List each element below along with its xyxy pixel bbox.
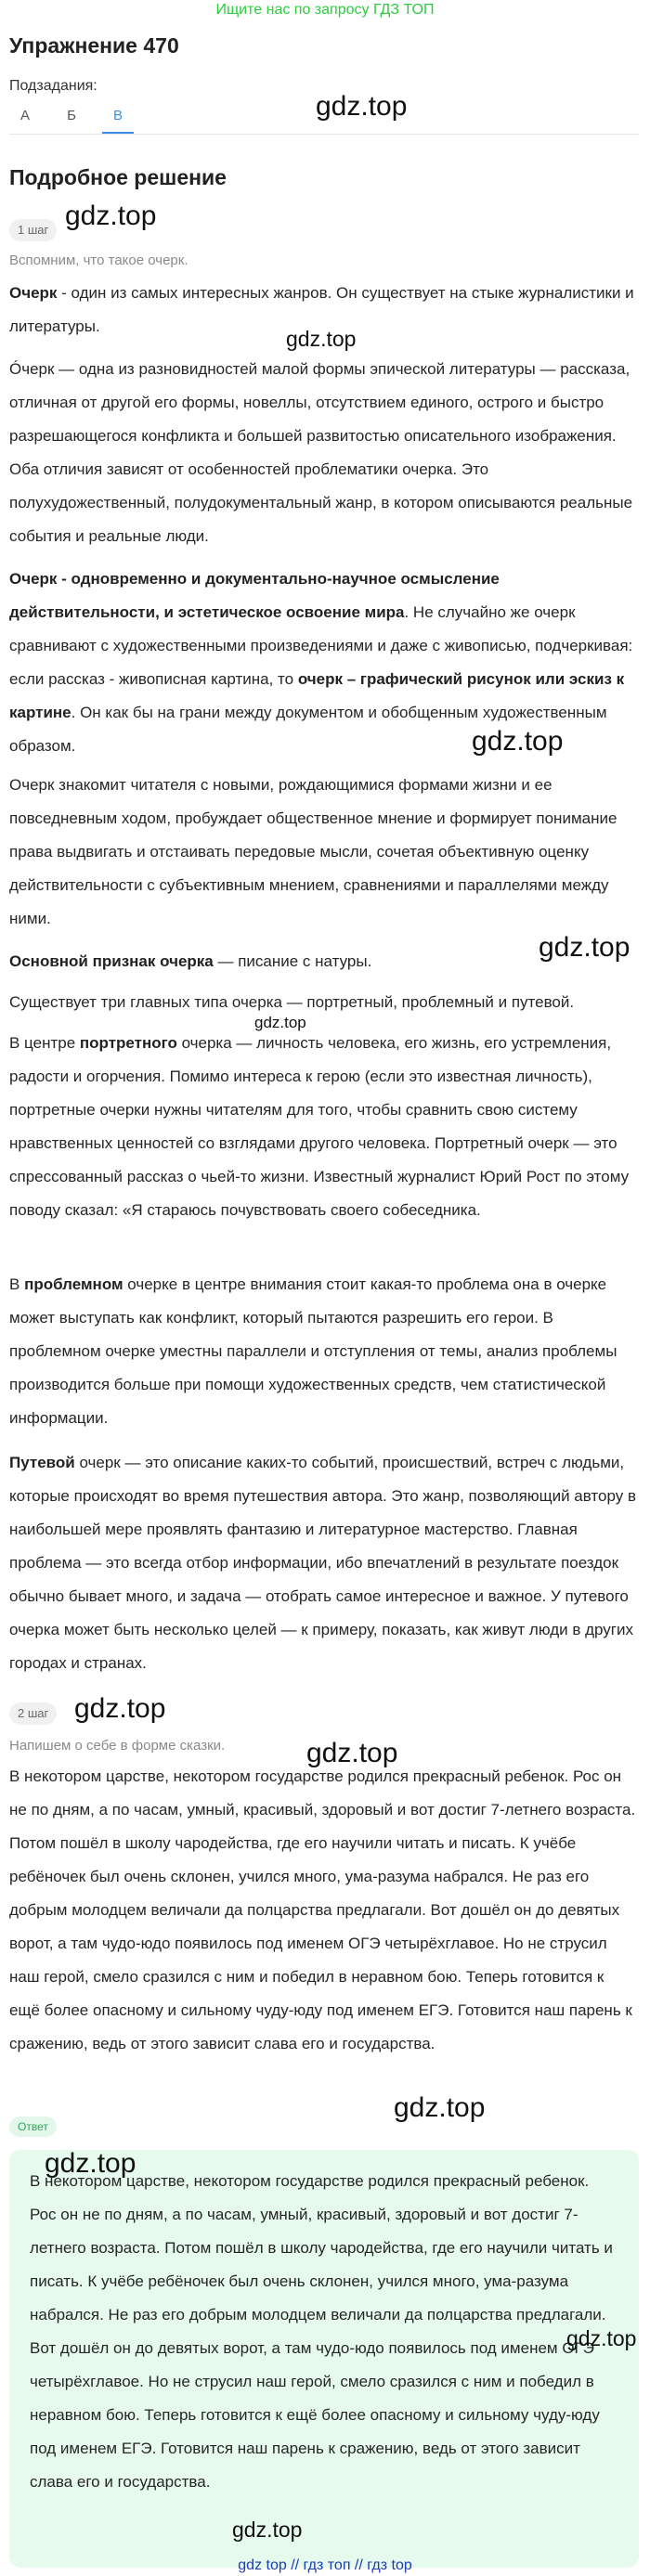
answer-badge: Ответ: [9, 2116, 57, 2137]
step-1-paragraph-9: [9, 1446, 636, 1680]
comparison-bold: очерк – графический рисунок или эскиз к картине: [9, 670, 625, 721]
portrait-bold: портретного: [79, 1034, 177, 1052]
watermark: gdz.top: [286, 327, 357, 351]
problem-bold: проблемном: [24, 1275, 124, 1293]
subtasks-label: Подзадания:: [9, 78, 98, 94]
paragraph-text: . Не случайно же очерк сравнивают с художественными произведениями и даже с живописью, подчеркивая: если рассказ - живописная картина, то: [9, 603, 633, 688]
promo-banner: Ищите нас по запросу ГДЗ ТОП: [215, 2, 435, 18]
step-2-hint: Напишем о себе в форме сказки.: [9, 1738, 226, 1754]
paragraph-text: - один из самых интересных жанров. Он существует на стыке журналистики и литературы.: [9, 284, 634, 335]
step-1-paragraph-2: Óчерк — одна из разновидностей малой формы эпической литературы — рассказа, отличная от другой его формы, новеллы, отсутствием единого, острого и быстро разрешающегося конфликта и большей развитостью описательного изображения. Оба отличия зависят от особенностей проблематики очерка. Это полухудожественный, полудокументальный жанр, в котором описываются реальные события и реальные люди.: [9, 360, 633, 545]
watermark: gdz.top: [539, 932, 630, 963]
step-2-badge: 2 шаг: [9, 1702, 57, 1725]
tab-b[interactable]: Б: [67, 108, 76, 123]
answer-box: [9, 2150, 639, 2568]
paragraph-text: очерк — это описание каких-то событий, происшествий, встреч с людьми, которые происходят во время путешествия автора. Это жанр, позволяющий автору в наибольшей мере проявлять фантазию и литературное мастерство. Главная проблема — это всегда отбор информации, ибо впечатлений в результате поездок обычно бывает много, и задача — отобрать самое интересное и важное. У путевого очерка может быть несколько целей — к примеру, показать, как живут люди в других городах и странах.: [9, 1454, 636, 1672]
paragraph-text: — писание с натуры.: [213, 952, 372, 970]
term-ocherk: Очерк: [9, 284, 58, 302]
step-1-paragraph-7: [9, 1027, 636, 1227]
step-1-paragraph-6: Существует три главных типа очерка — портретный, проблемный и путевой.: [9, 993, 575, 1011]
paragraph-text: В: [9, 1275, 25, 1293]
step-1-hint: Вспомним, что такое очерк.: [9, 252, 188, 268]
watermark: gdz.top: [306, 1738, 398, 1768]
paragraph-text: очерке в центре внимания стоит какая-то проблема она в очерке может выступать как конфликт, который пытаются разрешить его герои. В проблемном очерке уместны параллели и отступления от темы, анализ проблемы производится больше при помощи художественных средств, чем статистической информации.: [9, 1275, 618, 1427]
watermark: gdz.top: [566, 2326, 637, 2350]
watermark: gdz.top: [232, 2518, 303, 2542]
solution-heading: Подробное решение: [9, 165, 227, 189]
step-2-story: В некотором царстве, некотором государстве родился прекрасный ребенок. Рос он не по дням, а по часам, умный, красивый, здоровый и вот достиг 7-летнего возраста. Потом пошёл в школу чародейства, где его научили читать и писать. К учёбе ребёночек был очень склонен, учился много, ума-разума набрался. Не раз его добрым молодцем величали да полцарства предлагали. Вот дошёл он до девятых ворот, а там чудо-юдо появилось под именем ОГЭ четырёхглавое. Но не струсил наш герой, смело сразился с ним и победил в неравном бою. Теперь готовится к ещё более опасному и сильному чуду-юду под именем ЕГЭ. Готовится наш парень к сражению, ведь от этого зависит слава его и государства.: [9, 1767, 636, 2052]
main-feature-bold: Основной признак очерка: [9, 952, 214, 970]
watermark: gdz.top: [74, 1693, 166, 1724]
watermark: gdz.top: [316, 91, 408, 122]
answer-text: В некотором царстве, некотором государстве родился прекрасный ребенок. Рос он не по дням, а по часам, умный, красивый, здоровый и вот достиг 7-летнего возраста. Потом пошёл в школу чародейства, где его научили читать и писать. К учёбе ребёночек был очень склонен, учился много, ума-разума набрался. Не раз его добрым молодцем величали да полцарства предлагали. Вот дошёл он до девятых ворот, а там чудо-юдо появилось под именем ОГЭ четырёхглавое. Но не струсил наш герой, смело сразился с ним и победил в неравном бою. Теперь готовится к ещё более опасному и сильному чуду-юду под именем ЕГЭ. Готовится наш парень к сражению, ведь от этого зависит слава его и государства.: [30, 2172, 613, 2491]
step-1-paragraph-8: [9, 1268, 636, 1435]
paragraph-text: . Он как бы на грани между документом и обобщенным художественным образом.: [9, 704, 607, 755]
watermark: gdz.top: [65, 201, 157, 231]
paragraph-text: В центре: [9, 1034, 80, 1052]
travel-bold: Путевой: [9, 1454, 75, 1471]
watermark: gdz.top: [254, 1014, 306, 1031]
watermark: gdz.top: [394, 2092, 486, 2123]
tab-a[interactable]: А: [20, 108, 30, 123]
definition-bold: Очерк - одновременно и документально-научное осмысление действительности, и эстетическое освоение мира: [9, 570, 500, 621]
page-title: Упражнение 470: [9, 33, 179, 58]
tab-v[interactable]: В: [102, 102, 134, 134]
step-1-paragraph-4: Очерк знакомит читателя с новыми, рождающимися формами жизни и ее повседневным ходом, пробуждает общественное мнение и формирует понимание права выдвигать и отстаивать передовые мысли, сочетая объективную оценку действительности с субъективным мнением, сравнениями и параллелями между ними.: [9, 776, 618, 927]
watermark: gdz.top: [472, 726, 564, 757]
watermark: gdz.top: [45, 2148, 136, 2179]
footer-links[interactable]: gdz top // гдз топ // гдз top: [238, 2557, 412, 2573]
paragraph-text: очерка — личность человека, его жизнь, его устремления, радости и огорчения. Помимо интереса к герою (если это известная личность), портретные очерки нужны читателям для того, чтобы сравнить свою систему нравственных ценностей со взглядами другого человека. Портретный очерк — это спрессованный рассказ о чьей-то жизни. Известный журналист Юрий Рост по этому поводу сказал: «Я стараюсь почувствовать своего собеседника.: [9, 1034, 630, 1219]
step-1-badge: 1 шаг: [9, 219, 57, 241]
